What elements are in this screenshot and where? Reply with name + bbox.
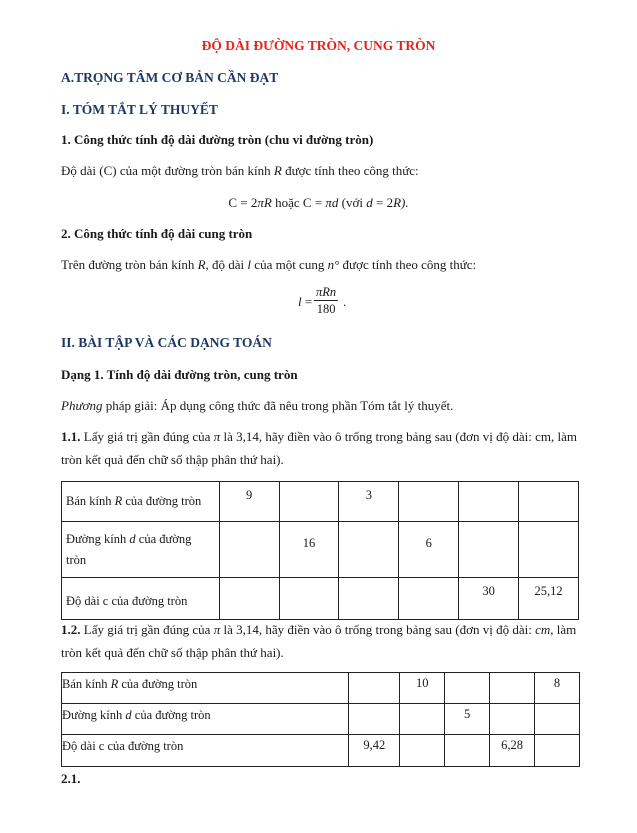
table-cell[interactable] (399, 578, 459, 620)
formula-arc-fraction (314, 285, 338, 317)
table-cell[interactable]: 25,12 (519, 578, 579, 620)
section-a-heading: A.TRỌNG TÂM CƠ BẢN CẦN ĐẠT (61, 70, 279, 85)
table-1-2 (61, 672, 580, 767)
dang1-heading: Dạng 1. Tính độ dài đường tròn, cung tròn (61, 367, 298, 382)
table-cell[interactable] (459, 482, 519, 522)
formula-arc-lhs: l = (298, 294, 313, 309)
formula-arc-heading: 2. Công thức tính độ dài cung tròn (61, 226, 253, 241)
table-cell[interactable] (490, 704, 535, 735)
table-cell[interactable] (445, 673, 490, 704)
table-cell[interactable]: 9 (219, 482, 279, 522)
formula-circle-length: C = 2πR hoặc C = πd (với d = 2R). (228, 195, 409, 210)
row-label-diameter: Đường kính d của đường tròn (62, 522, 220, 578)
table-cell[interactable]: 6,28 (490, 735, 535, 767)
table-cell[interactable] (400, 704, 445, 735)
table-cell[interactable] (339, 522, 399, 578)
exercise-1-1-line1: 1.1. Lấy giá trị gần đúng của π là 3,14, hãy điền vào ô trống trong bảng sau (đơn vị độ dài: cm, làm (61, 429, 577, 444)
row-label-diameter: Đường kính d của đường tròn (62, 704, 349, 735)
table-cell[interactable] (219, 522, 279, 578)
row-label-length: Độ dài c của đường tròn (62, 578, 220, 620)
table-cell[interactable] (349, 673, 400, 704)
table-cell[interactable] (519, 482, 579, 522)
exercise-2-1-label: 2.1. (61, 771, 81, 786)
page-title: ĐỘ DÀI ĐƯỜNG TRÒN, CUNG TRÒN (201, 38, 436, 53)
table-row (62, 522, 579, 578)
fraction-denominator: 180 (316, 302, 336, 316)
section-ii-heading: II. BÀI TẬP VÀ CÁC DẠNG TOÁN (61, 335, 272, 350)
table-cell[interactable] (535, 704, 580, 735)
table-cell[interactable]: 3 (339, 482, 399, 522)
table-cell[interactable]: 5 (445, 704, 490, 735)
row-label-radius: Bán kính R của đường tròn (62, 673, 349, 704)
table-cell[interactable] (349, 704, 400, 735)
table-cell[interactable]: 10 (400, 673, 445, 704)
exercise-1-2-line2: tròn kết quả đến chữ số thập phân thứ hai). (61, 645, 284, 660)
table-cell[interactable] (445, 735, 490, 767)
formula-arc-dot: . (343, 294, 347, 309)
arc-length-paragraph: Trên đường tròn bán kính R, độ dài l của một cung n° được tính theo công thức: (61, 257, 477, 272)
table-row (62, 735, 580, 767)
table-cell[interactable]: 16 (279, 522, 339, 578)
table-row (62, 578, 579, 620)
table-cell[interactable]: 6 (399, 522, 459, 578)
table-cell[interactable] (400, 735, 445, 767)
table-cell[interactable] (459, 522, 519, 578)
table-cell[interactable] (279, 578, 339, 620)
table-cell[interactable] (219, 578, 279, 620)
table-row (62, 673, 580, 704)
method-paragraph: Phương pháp giải: Áp dụng công thức đã nêu trong phần Tóm tắt lý thuyết. (61, 398, 454, 413)
table-cell[interactable] (535, 735, 580, 767)
fraction-numerator: πRn (316, 285, 337, 299)
section-i-heading: I. TÓM TẮT LÝ THUYẾT (61, 102, 218, 117)
table-cell[interactable] (490, 673, 535, 704)
table-cell[interactable]: 9,42 (349, 735, 400, 767)
table-row (62, 704, 580, 735)
exercise-1-1-line2: tròn kết quả đến chữ số thập phân thứ hai). (61, 452, 284, 467)
table-cell[interactable] (279, 482, 339, 522)
table-cell[interactable]: 8 (535, 673, 580, 704)
table-cell[interactable] (519, 522, 579, 578)
table-cell[interactable]: 30 (459, 578, 519, 620)
table-1-1 (61, 481, 579, 620)
row-label-length: Độ dài c của đường tròn (62, 735, 349, 767)
table-cell[interactable] (399, 482, 459, 522)
exercise-1-2-line1: 1.2. Lấy giá trị gần đúng của π là 3,14, hãy điền vào ô trống trong bảng sau (đơn vị độ dài: cm, làm (61, 622, 577, 637)
row-label-radius: Bán kính R của đường tròn (62, 482, 220, 522)
formula-circle-heading: 1. Công thức tính độ dài đường tròn (chu vi đường tròn) (61, 132, 374, 147)
table-cell[interactable] (339, 578, 399, 620)
circle-length-paragraph: Độ dài (C) của một đường tròn bán kính R được tính theo công thức: (61, 163, 419, 178)
table-row (62, 482, 579, 522)
